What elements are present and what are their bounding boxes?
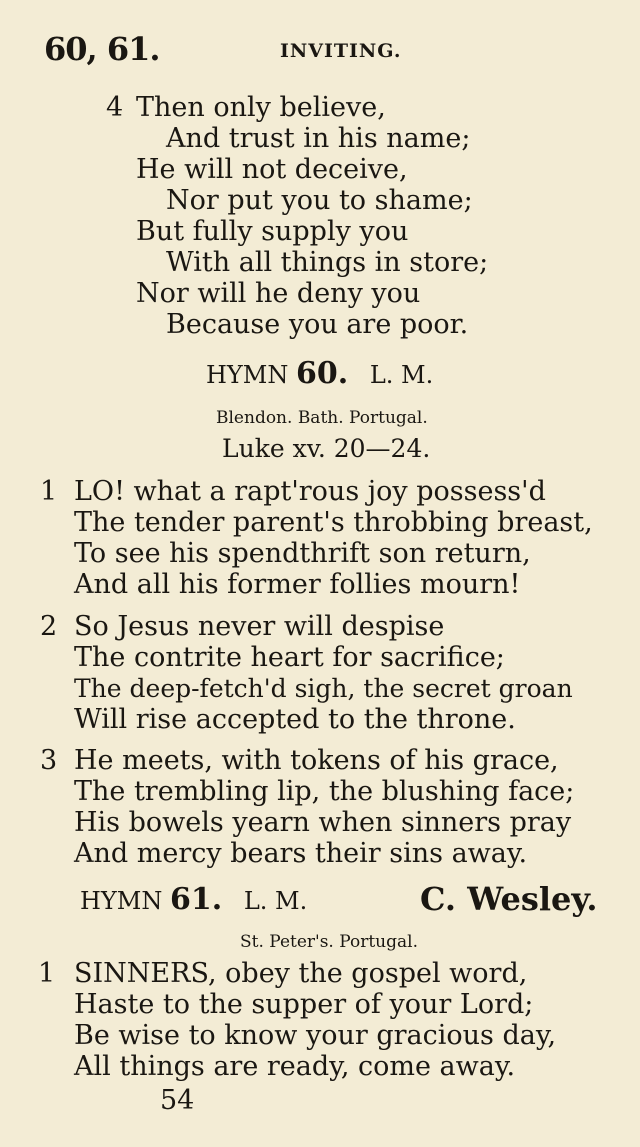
- hymn-meter: L. M.: [243, 887, 308, 915]
- scripture-reference: Luke xv. 20—24.: [222, 434, 431, 463]
- verse-line: LO! what a rapt'rous joy possess'd: [74, 476, 546, 507]
- page-number: 54: [160, 1085, 195, 1116]
- verse-line: His bowels yearn when sinners pray: [74, 807, 572, 838]
- verse-line: Will rise accepted to the throne.: [74, 704, 516, 735]
- section-title: INVITING.: [280, 40, 402, 62]
- hymn-60-heading: [206, 356, 433, 391]
- stanza-number: 1: [38, 958, 56, 989]
- verse-line: The deep-fetch'd sigh, the secret groan: [74, 674, 573, 703]
- hymn-numbers-header: 60, 61.: [44, 30, 160, 68]
- hymn-number: 61.: [170, 882, 223, 917]
- verse-line: Then only believe,: [136, 92, 386, 123]
- stanza-number: 4: [106, 92, 124, 123]
- hymn-label: HYMN: [206, 361, 289, 389]
- stanza-number: 3: [40, 745, 58, 776]
- verse-line: Because you are poor.: [166, 309, 469, 340]
- verse-line: He meets, with tokens of his grace,: [74, 745, 559, 776]
- verse-line: But fully supply you: [136, 216, 409, 247]
- verse-line: SINNERS, obey the gospel word,: [74, 958, 528, 989]
- hymn-label: HYMN: [80, 887, 163, 915]
- hymn-60-stanza-1: [74, 476, 593, 600]
- verse-line: Be wise to know your gracious day,: [74, 1020, 557, 1051]
- hymn-author: C. Wesley.: [420, 880, 598, 918]
- verse-line: With all things in store;: [166, 247, 489, 278]
- tune-names: Blendon. Bath. Portugal.: [216, 408, 428, 428]
- verse-line: So Jesus never will despise: [74, 611, 445, 642]
- verse-line: Nor put you to shame;: [166, 185, 473, 216]
- verse-line: The tender parent's throbbing breast,: [74, 507, 593, 538]
- verse-line: To see his spendthrift son return,: [74, 538, 531, 569]
- verse-line: And trust in his name;: [166, 123, 471, 154]
- verse-line: He will not deceive,: [136, 154, 408, 185]
- verse-line: All things are ready, come away.: [74, 1051, 516, 1082]
- verse-line: The contrite heart for sacrifice;: [74, 642, 505, 673]
- verse-line: Nor will he deny you: [136, 278, 421, 309]
- hymn-meter: L. M.: [369, 361, 434, 389]
- verse-line: And mercy bears their sins away.: [74, 838, 528, 869]
- hymn-61-heading: [80, 882, 307, 917]
- tune-names: St. Peter's. Portugal.: [240, 932, 418, 952]
- carryover-stanza: [136, 92, 488, 340]
- hymn-number: 60.: [296, 356, 349, 391]
- stanza-number: 1: [40, 476, 58, 507]
- hymn-60-stanza-2: [74, 611, 573, 735]
- hymn-61-stanza-1: [74, 958, 556, 1082]
- verse-line: The trembling lip, the blushing face;: [74, 776, 575, 807]
- verse-line: And all his former follies mourn!: [74, 569, 521, 600]
- stanza-number: 2: [40, 611, 58, 642]
- hymn-60-stanza-3: [74, 745, 574, 869]
- verse-line: Haste to the supper of your Lord;: [74, 989, 534, 1020]
